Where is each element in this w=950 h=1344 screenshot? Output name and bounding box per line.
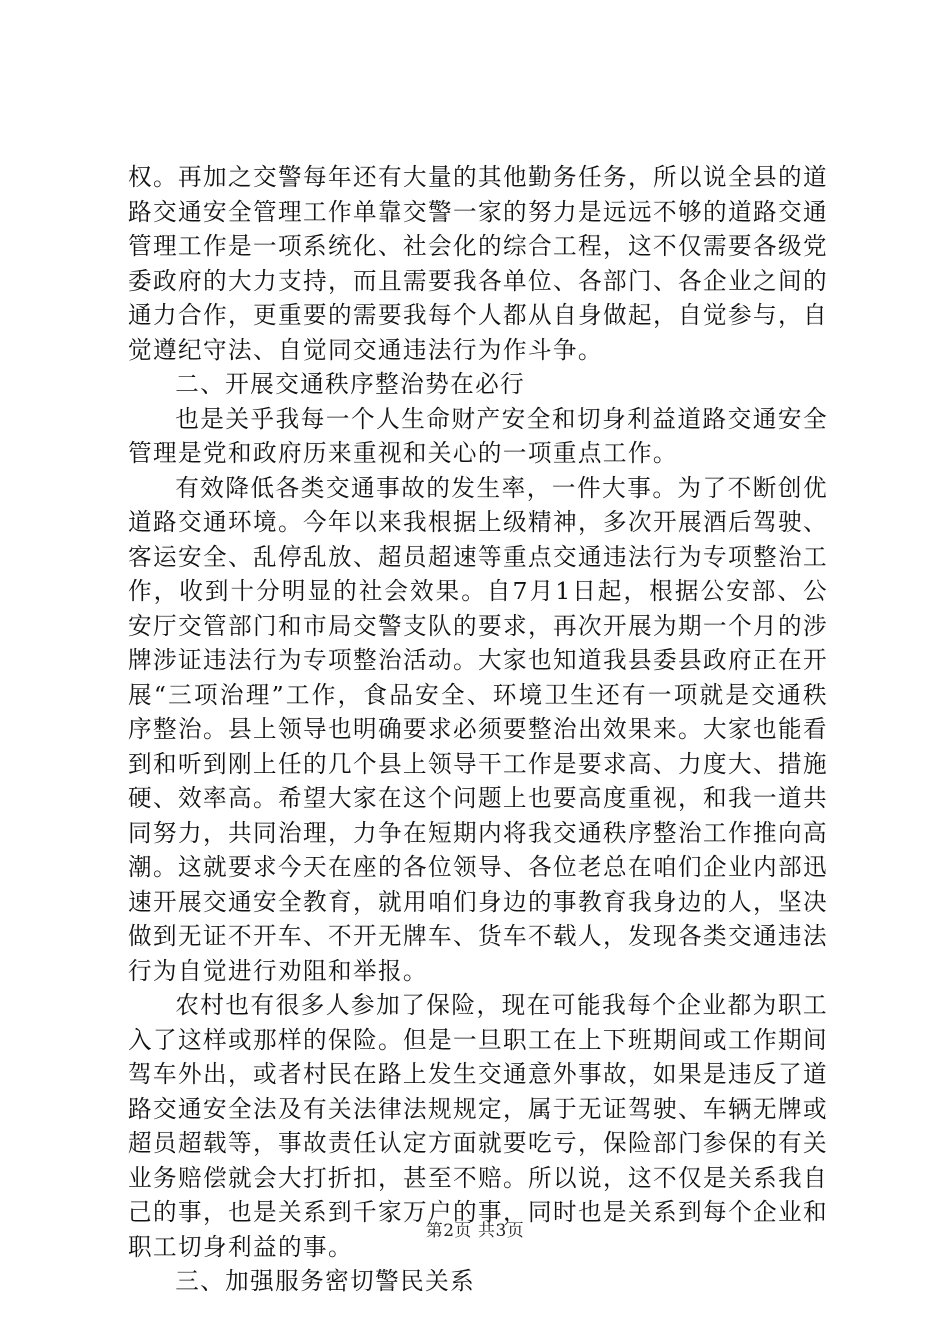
paragraph-2: 也是关乎我每一个人生命财产安全和切身利益道路交通安全管理是党和政府历来重视和关心的一项重点工作。 [128,404,828,467]
paragraph-1: 权。再加之交警每年还有大量的其他勤务任务，所以说全县的道路交通安全管理工作单靠交警一家的努力是远远不够的道路交通管理工作是一项系统化、社会化的综合工程，这不仅需要各级党委政府的大力支持，而且需要我各单位、各部门、各企业之间的通力合作，更重要的需要我每个人都从自身做起，自觉参与，自觉遵纪守法、自觉同交通违法行为作斗争。 [128,163,828,364]
section-heading-3: 三、加强服务密切警民关系 [175,1267,476,1295]
paragraph-3: 有效降低各类交通事故的发生率，一件大事。为了不断创优道路交通环境。今年以来我根据上级精神，多次开展酒后驾驶、客运安全、乱停乱放、超员超速等重点交通违法行为专项整治工作，收到十分明显的社会效果。自7月1日起，根据公安部、公安厅交管部门和市局交警支队的要求，再次开展为期一个月的涉牌涉证违法行为专项整治活动。大家也知道我县委县政府正在开展“三项治理”工作，食品安全、环境卫生还有一项就是交通秩序整治。县上领导也明确要求必须要整治出效果来。大家也能看到和听到刚上任的几个县上领导干工作是要求高、力度大、措施硬、效率高。希望大家在这个问题上也要高度重视，和我一道共同努力，共同治理，力争在短期内将我交通秩序整治工作推向高潮。这就要求今天在座的各位领导、各位老总在咱们企业内部迅速开展交通安全教育，就用咱们身边的事教育我身边的人，坚决做到无证不开车、不开无牌车、货车不载人，发现各类交通违法行为自觉进行劝阻和举报。 [128,473,828,985]
page-footer [0,1216,950,1241]
section-heading-2: 二、开展交通秩序整治势在必行 [175,370,526,398]
document-body [128,160,828,1299]
page-number-label: 第2页 共3页 [425,1221,525,1241]
paragraph-4: 农村也有很多人参加了保险，现在可能我每个企业都为职工入了这样或那样的保险。但是一旦职工在上下班期间或工作期间驾车外出，或者村民在路上发生交通意外事故，如果是违反了道路交通安全法及有关法律法规规定，属于无证驾驶、车辆无牌或超员超载等，事故责任认定方面就要吃亏，保险部门参保的有关业务赔偿就会大打折扣，甚至不赔。所以说，这不仅是关系我自己的事，也是关系到千家万户的事，同时也是关系到每个企业和职工切身利益的事。 [128,991,828,1261]
